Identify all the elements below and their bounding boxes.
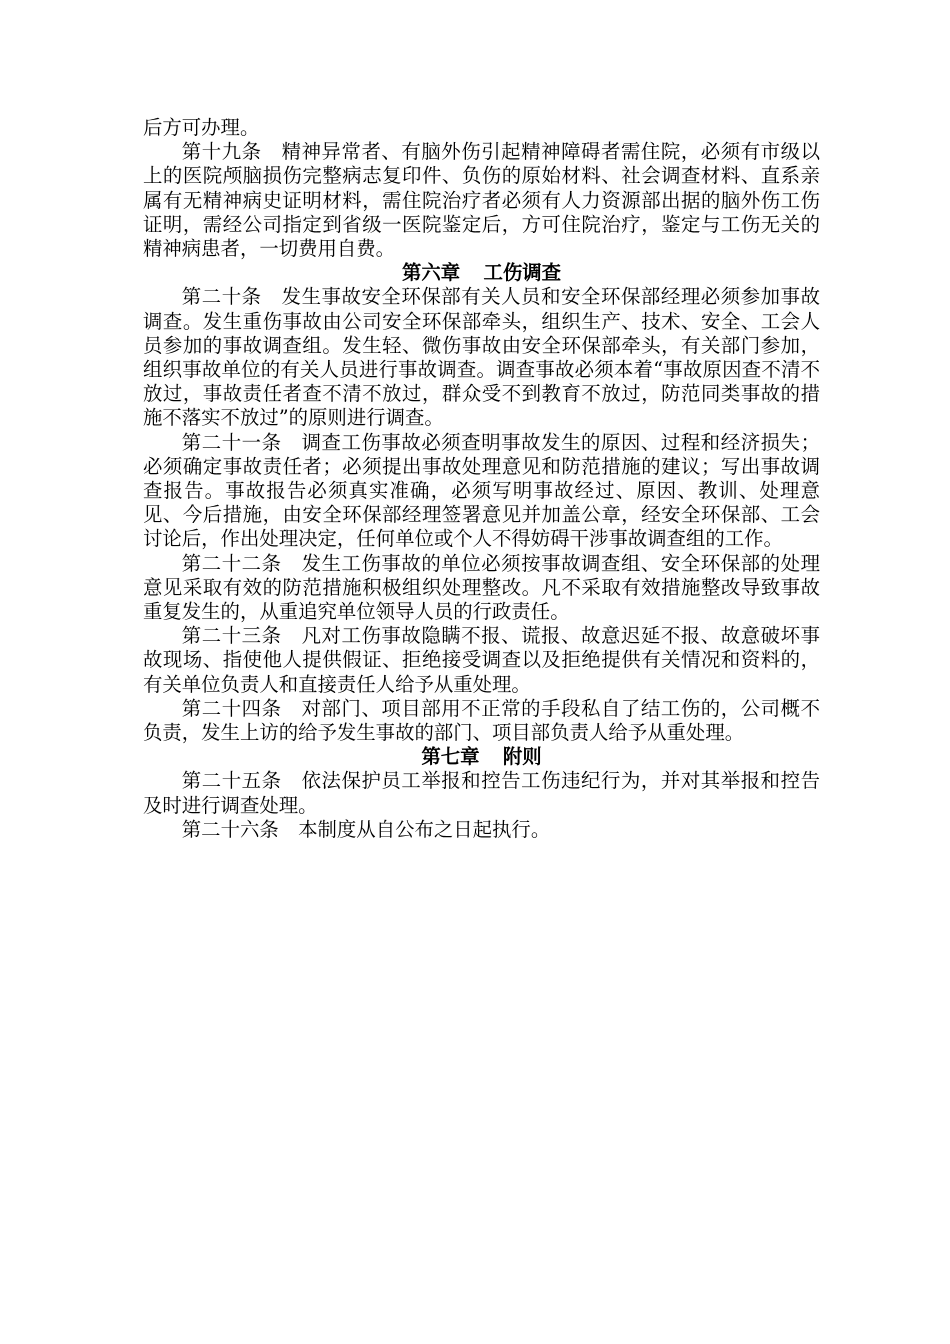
document-page	[143, 116, 820, 842]
chapter-7-title: 附则	[502, 745, 542, 769]
article-25: 第二十五条 依法保护员工举报和控告工伤违纪行为，并对其举报和控告及时进行调查处理。	[143, 769, 820, 817]
paragraph-intro-tail: 后方可办理。	[143, 116, 260, 139]
article-20: 第二十条 发生事故安全环保部有关人员和安全环保部经理必须参加事故调查。发生重伤事故由公司安全环保部牵头，组织生产、技术、安全、工会人员参加的事故调查组。发生轻、微伤事故由安全环保部牵头，有关部门参加，组织事故单位的有关人员进行事故调查。调查事故必须本着“事故原因查不清不放过，事故责任者查不清不放过，群众受不到教育不放过，防范同类事故的措施不落实不放过”的原则进行调查。	[143, 285, 820, 430]
article-21: 第二十一条 调查工伤事故必须查明事故发生的原因、过程和经济损失；必须确定事故责任者；必须提出事故处理意见和防范措施的建议；写出事故调查报告。事故报告必须真实准确，必须写明事故经过、原因、教训、处理意见、今后措施，由安全环保部经理签署意见并加盖公章，经安全环保部、工会讨论后，作出处理决定，任何单位或个人不得妨碍干涉事故调查组的工作。	[143, 430, 820, 551]
article-24: 第二十四条 对部门、项目部用不正常的手段私自了结工伤的，公司概不负责，发生上访的给予发生事故的部门、项目部负责人给予从重处理。	[143, 696, 820, 745]
chapter-6-number: 第六章	[402, 261, 461, 285]
chapter-7-number: 第七章	[421, 745, 480, 769]
article-23: 第二十三条 凡对工伤事故隐瞒不报、谎报、故意迟延不报、故意破坏事故现场、指使他人提供假证、拒绝接受调查以及拒绝提供有关情况和资料的，有关单位负责人和直接责任人给予从重处理。	[143, 624, 820, 696]
chapter-6-heading	[143, 261, 820, 285]
article-19: 第十九条 精神异常者、有脑外伤引起精神障碍者需住院，必须有市级以上的医院颅脑损伤完整病志复印件、负伤的原始材料、社会调查材料、直系亲属有无精神病史证明材料，需住院治疗者必须有人力资源部出据的脑外伤工伤证明，需经公司指定到省级一医院鉴定后，方可住院治疗，鉴定与工伤无关的精神病患者，一切费用自费。	[143, 140, 820, 261]
article-26: 第二十六条 本制度从自公布之日起执行。	[181, 817, 551, 841]
chapter-6-title: 工伤调查	[483, 261, 561, 285]
article-22: 第二十二条 发生工伤事故的单位必须按事故调查组、安全环保部的处理意见采取有效的防范措施积极组织处理整改。凡不采取有效措施整改导致事故重复发生的，从重追究单位领导人员的行政责任。	[143, 551, 820, 624]
chapter-7-heading	[143, 745, 820, 769]
